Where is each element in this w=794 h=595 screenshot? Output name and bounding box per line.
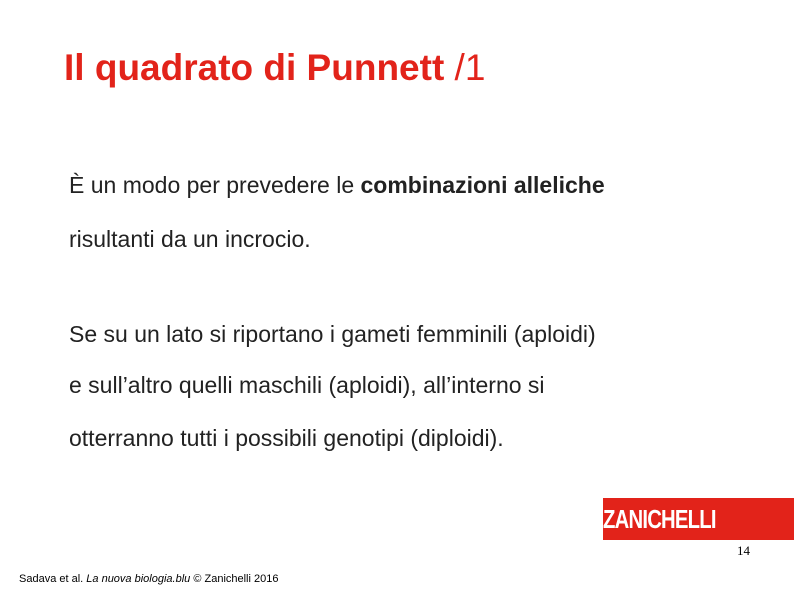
- logo-text: ZANICHELLI: [603, 504, 716, 534]
- slide-title: [64, 44, 485, 92]
- footer-credit: [19, 573, 278, 585]
- slide-title-text: Il quadrato di Punnett: [64, 47, 445, 88]
- paragraph1-line1-text: È un modo per prevedere le: [69, 172, 361, 198]
- paragraph1-line2: risultanti da un incrocio.: [69, 226, 311, 252]
- credit-book-title: La nuova biologia.blu: [86, 573, 191, 585]
- bold-term: combinazioni alleliche: [360, 172, 605, 198]
- paragraph1-line1: [69, 171, 605, 199]
- page-number: 14: [737, 543, 750, 558]
- paragraph2-line3: otterranno tutti i possibili genotipi (diploidi).: [69, 425, 504, 451]
- credit-authors: Sadava et al.: [19, 573, 87, 585]
- paragraph2-line1: Se su un lato si riportano i gameti femminili (aploidi): [69, 321, 596, 347]
- paragraph2-line2: e sull’altro quelli maschili (aploidi), all’interno si: [69, 372, 545, 398]
- slide-title-number: /1: [444, 47, 486, 88]
- zanichelli-logo: [603, 498, 794, 540]
- credit-copyright: © Zanichelli 2016: [190, 573, 279, 585]
